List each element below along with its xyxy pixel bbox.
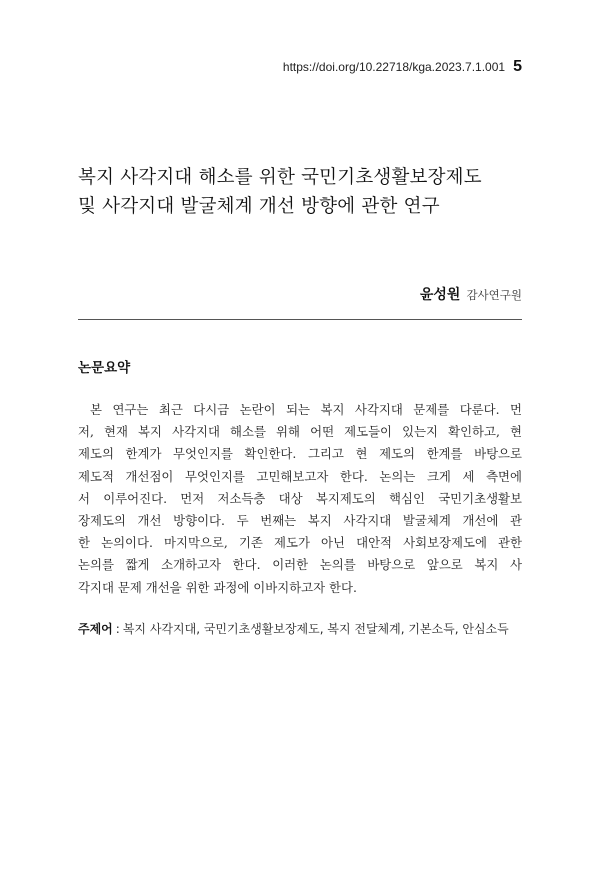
keywords xyxy=(78,620,538,637)
abstract-line: 본 연구는 최근 다시금 논란이 되는 복지 사각지대 문제를 다룬다. 먼 xyxy=(90,402,522,417)
author-name: 윤성원 xyxy=(419,287,461,303)
author-affiliation: 감사연구원 xyxy=(466,288,522,302)
abstract-line: 각지대 문제 개선을 위한 과정에 이바지하고자 한다. xyxy=(78,579,357,595)
keywords-text: 복지 사각지대, 국민기초생활보장제도, 복지 전달체계, 기본소득, 안심소득 xyxy=(122,622,509,636)
abstract-body xyxy=(78,399,522,599)
abstract-line: 제도적 개선점이 무엇인지를 고민해보고자 한다. 논의는 크게 세 측면에 xyxy=(78,468,522,484)
abstract-line: 서 이루어진다. 먼저 저소득층 대상 복지제도의 핵심인 국민기초생활보 xyxy=(78,490,522,506)
page-header xyxy=(283,58,522,76)
abstract-line: 장제도의 개선 방향이다. 두 번째는 복지 사각지대 발굴체계 개선에 관 xyxy=(78,513,522,529)
author-block xyxy=(420,284,522,304)
abstract-line: 한 논의이다. 마지막으로, 기존 제도가 아닌 대안적 사회보장제도에 관한 xyxy=(78,535,522,551)
title-line-1: 복지 사각지대 해소를 위한 국민기초생활보장제도 xyxy=(78,167,482,188)
header-divider xyxy=(78,319,522,320)
abstract-heading: 논문요약 xyxy=(78,360,131,376)
doi-link[interactable]: https://doi.org/10.22718/kga.2023.7.1.001 xyxy=(282,60,506,74)
paper-title xyxy=(78,163,548,221)
page-number: 5 xyxy=(513,58,522,75)
abstract-line: 논의를 짧게 소개하고자 한다. 이러한 논의를 바탕으로 앞으로 복지 사 xyxy=(78,557,522,573)
title-line-2: 및 사각지대 발굴체계 개선 방향에 관한 연구 xyxy=(78,196,440,217)
keywords-separator: : xyxy=(115,622,120,636)
abstract-line: 제도의 한계가 무엇인지를 확인한다. 그리고 현 제도의 한계를 바탕으로 xyxy=(78,446,522,462)
keywords-label: 주제어 xyxy=(78,622,113,636)
abstract-line: 저, 현재 복지 사각지대 해소를 위해 어떤 제도들이 있는지 확인하고, 현 xyxy=(78,424,522,440)
